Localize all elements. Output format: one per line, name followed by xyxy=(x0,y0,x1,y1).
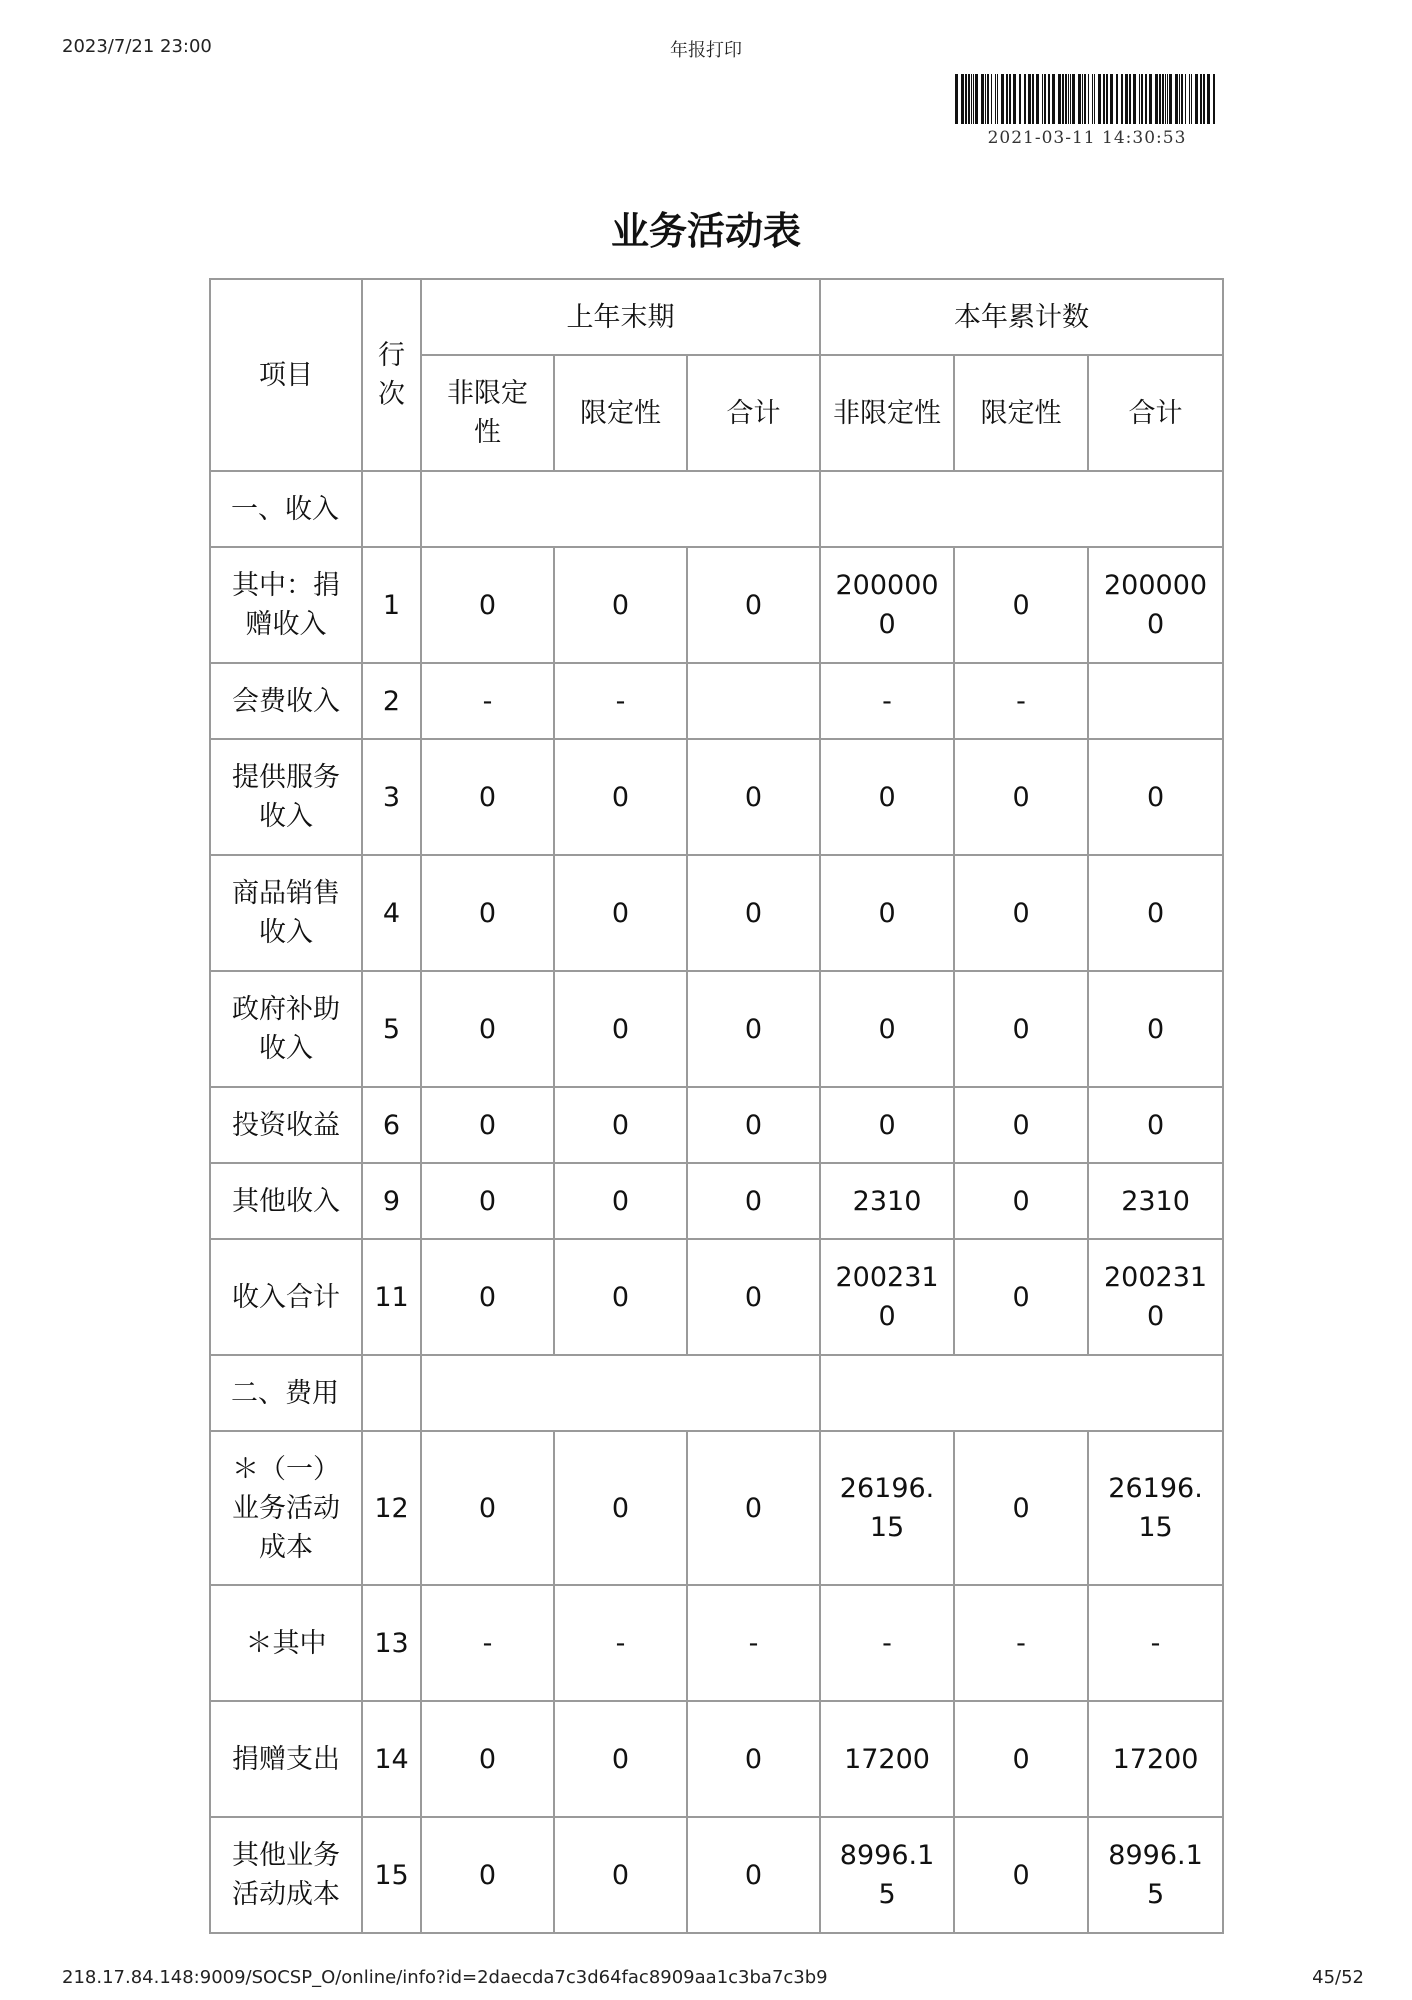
value-cell: - xyxy=(954,663,1088,739)
value-cell: 0 xyxy=(687,1163,820,1239)
row-number-cell xyxy=(362,1355,421,1431)
value-cell: 0 xyxy=(820,739,954,855)
value-cell: 0 xyxy=(954,855,1088,971)
value-cell xyxy=(1088,663,1223,739)
print-datetime: 2023/7/21 23:00 xyxy=(62,36,212,57)
barcode-bar xyxy=(1129,74,1131,124)
value-cell: 0 xyxy=(954,739,1088,855)
barcode-bar xyxy=(997,74,998,124)
value-cell: 17200 xyxy=(1088,1701,1223,1817)
row-number-cell: 13 xyxy=(362,1585,421,1701)
barcode-bar xyxy=(1013,74,1016,124)
value-cell: 0 xyxy=(421,739,554,855)
barcode-bar xyxy=(1052,74,1055,124)
empty-group-cell xyxy=(820,1355,1223,1431)
value-cell: 2002310 xyxy=(820,1239,954,1355)
value-cell: 0 xyxy=(687,1239,820,1355)
value-cell: 0 xyxy=(954,1087,1088,1163)
value-cell: 0 xyxy=(554,1817,687,1933)
value-cell: 0 xyxy=(820,971,954,1087)
barcode-bar xyxy=(1078,74,1081,124)
barcode-bar xyxy=(1048,74,1050,124)
value-cell: 0 xyxy=(421,971,554,1087)
barcode-bar xyxy=(1082,74,1083,124)
row-item-label: 商品销售收入 xyxy=(210,855,362,971)
barcode-bar xyxy=(1072,74,1075,124)
barcode-bar xyxy=(975,74,978,124)
barcode-bar xyxy=(1036,74,1039,124)
value-cell: 2000000 xyxy=(820,547,954,663)
row-item-label: 其他收入 xyxy=(210,1163,362,1239)
barcode-bar xyxy=(1070,74,1071,124)
barcode-bar xyxy=(968,74,970,124)
row-number-cell: 11 xyxy=(362,1239,421,1355)
value-cell: 17200 xyxy=(820,1701,954,1817)
value-cell: 0 xyxy=(554,1431,687,1585)
barcode-bar xyxy=(1200,74,1202,124)
barcode-bar xyxy=(971,74,972,124)
barcode-bar xyxy=(1094,74,1095,124)
value-cell: 0 xyxy=(554,971,687,1087)
barcode-bar xyxy=(1006,74,1008,124)
row-number-cell: 3 xyxy=(362,739,421,855)
table-row xyxy=(210,1585,1223,1701)
barcode-bar xyxy=(1191,74,1192,124)
barcode-bar xyxy=(1162,74,1164,124)
barcode-bar xyxy=(1019,74,1021,124)
barcode-bar xyxy=(1213,74,1215,124)
value-cell: 0 xyxy=(554,1087,687,1163)
sub-col-header: 合计 xyxy=(1088,355,1223,471)
table-row xyxy=(210,1239,1223,1355)
value-cell: - xyxy=(1088,1585,1223,1701)
barcode-bar xyxy=(961,74,964,124)
barcode-bar xyxy=(1165,74,1166,124)
barcode-bar xyxy=(1121,74,1123,124)
barcode-bar xyxy=(987,74,989,124)
row-item-label: 其中：捐赠收入 xyxy=(210,547,362,663)
value-cell: 0 xyxy=(421,1431,554,1585)
sub-col-header: 非限定性 xyxy=(820,355,954,471)
barcode-bar xyxy=(1167,74,1168,124)
barcode-bar xyxy=(1159,74,1161,124)
table-row xyxy=(210,739,1223,855)
barcode-bar xyxy=(1195,74,1198,124)
activity-table xyxy=(209,278,1224,1934)
row-item-label: 投资收益 xyxy=(210,1087,362,1163)
barcode-bar xyxy=(1139,74,1140,124)
value-cell: - xyxy=(954,1585,1088,1701)
value-cell: 0 xyxy=(687,1431,820,1585)
table-row xyxy=(210,1087,1223,1163)
barcode-bar xyxy=(1207,74,1210,124)
empty-group-cell xyxy=(421,1355,820,1431)
barcode-timestamp: 2021-03-11 14:30:53 xyxy=(987,128,1187,148)
value-cell: 0 xyxy=(954,971,1088,1087)
value-cell: 0 xyxy=(1088,855,1223,971)
barcode-bar xyxy=(1042,74,1043,124)
barcode-bar xyxy=(981,74,984,124)
value-cell: 0 xyxy=(687,1087,820,1163)
page-number: 45/52 xyxy=(1312,1967,1364,1988)
value-cell: 0 xyxy=(687,739,820,855)
value-cell: 0 xyxy=(1088,971,1223,1087)
sub-col-header: 非限定性 xyxy=(421,355,554,471)
value-cell: 0 xyxy=(421,1239,554,1355)
col-group-curr: 本年累计数 xyxy=(820,279,1223,355)
barcode-bar xyxy=(1185,74,1186,124)
value-cell: 0 xyxy=(954,1701,1088,1817)
value-cell: - xyxy=(554,1585,687,1701)
barcode-bar xyxy=(1028,74,1031,124)
empty-group-cell xyxy=(421,471,820,547)
row-number-cell: 1 xyxy=(362,547,421,663)
row-item-label: 收入合计 xyxy=(210,1239,362,1355)
barcode-bar xyxy=(1145,74,1147,124)
table-row xyxy=(210,547,1223,663)
barcode-bar xyxy=(1125,74,1128,124)
col-header-item: 项目 xyxy=(210,279,362,471)
barcode-bar xyxy=(1103,74,1105,124)
barcode-bar xyxy=(1062,74,1064,124)
value-cell: 0 xyxy=(954,1431,1088,1585)
barcode-bar xyxy=(991,74,992,124)
barcode-bar xyxy=(1088,74,1089,124)
barcode-bar xyxy=(1009,74,1011,124)
barcode-bar xyxy=(1068,74,1069,124)
table-row xyxy=(210,971,1223,1087)
row-number-cell: 4 xyxy=(362,855,421,971)
value-cell: 0 xyxy=(820,855,954,971)
barcode-bar xyxy=(1098,74,1101,124)
barcode-graphic xyxy=(955,74,1219,124)
value-cell: 0 xyxy=(954,547,1088,663)
value-cell: 0 xyxy=(954,1239,1088,1355)
section-row xyxy=(210,471,1223,547)
empty-group-cell xyxy=(820,471,1223,547)
row-item-label: 其他业务活动成本 xyxy=(210,1817,362,1933)
value-cell: - xyxy=(554,663,687,739)
row-item-label: 会费收入 xyxy=(210,663,362,739)
barcode-bar xyxy=(995,74,996,124)
barcode-bar xyxy=(1203,74,1205,124)
row-number-cell: 15 xyxy=(362,1817,421,1933)
value-cell: 0 xyxy=(554,855,687,971)
table-row xyxy=(210,1701,1223,1817)
value-cell: 0 xyxy=(421,1701,554,1817)
barcode-bar xyxy=(973,74,974,124)
value-cell: 0 xyxy=(954,1817,1088,1933)
barcode-bar xyxy=(1175,74,1178,124)
value-cell: - xyxy=(421,663,554,739)
barcode-bar xyxy=(1092,74,1093,124)
value-cell: 0 xyxy=(687,971,820,1087)
value-cell: 0 xyxy=(421,547,554,663)
value-cell: - xyxy=(820,663,954,739)
barcode-bar xyxy=(965,74,967,124)
barcode-bar xyxy=(1001,74,1004,124)
row-number-cell: 5 xyxy=(362,971,421,1087)
row-item-label: 捐赠支出 xyxy=(210,1701,362,1817)
value-cell: 0 xyxy=(554,1163,687,1239)
row-number-cell xyxy=(362,471,421,547)
page-url: 218.17.84.148:9009/SOCSP_O/online/info?id=2daecda7c3d64fac8909aa1c3ba7c3b9 xyxy=(62,1967,828,1988)
barcode-bar xyxy=(1106,74,1108,124)
table-row xyxy=(210,1163,1223,1239)
barcode-bar xyxy=(1065,74,1067,124)
table-row xyxy=(210,1431,1223,1585)
row-number-cell: 6 xyxy=(362,1087,421,1163)
barcode-bar xyxy=(1141,74,1143,124)
value-cell: - xyxy=(421,1585,554,1701)
value-cell: 0 xyxy=(421,1817,554,1933)
value-cell: 0 xyxy=(554,1701,687,1817)
value-cell: 8996.15 xyxy=(820,1817,954,1933)
value-cell: 0 xyxy=(687,1701,820,1817)
value-cell: 0 xyxy=(554,739,687,855)
barcode-bar xyxy=(1116,74,1118,124)
barcode-bar xyxy=(1110,74,1113,124)
sub-col-header: 合计 xyxy=(687,355,820,471)
row-number-cell: 2 xyxy=(362,663,421,739)
value-cell: 0 xyxy=(421,1163,554,1239)
value-cell: 0 xyxy=(554,1239,687,1355)
row-item-label: ＊（一）业务活动成本 xyxy=(210,1431,362,1585)
value-cell: 0 xyxy=(421,1087,554,1163)
print-page-title: 年报打印 xyxy=(670,40,742,61)
barcode-bar xyxy=(985,74,986,124)
value-cell: 0 xyxy=(687,855,820,971)
col-group-prev: 上年末期 xyxy=(421,279,820,355)
table-row xyxy=(210,855,1223,971)
barcode-bar xyxy=(1044,74,1046,124)
value-cell: 8996.15 xyxy=(1088,1817,1223,1933)
value-cell xyxy=(687,663,820,739)
value-cell: 2000000 xyxy=(1088,547,1223,663)
value-cell: 0 xyxy=(820,1087,954,1163)
section-row xyxy=(210,1355,1223,1431)
barcode-bar xyxy=(1058,74,1061,124)
report-title: 业务活动表 xyxy=(610,209,801,253)
value-cell: 0 xyxy=(1088,739,1223,855)
value-cell: 0 xyxy=(421,855,554,971)
value-cell: 0 xyxy=(687,547,820,663)
value-cell: 0 xyxy=(1088,1087,1223,1163)
barcode-bar xyxy=(1181,74,1183,124)
row-item-label: 政府补助收入 xyxy=(210,971,362,1087)
row-item-label: 提供服务收入 xyxy=(210,739,362,855)
value-cell: 0 xyxy=(954,1163,1088,1239)
barcode-bar xyxy=(1149,74,1152,124)
row-number-cell: 12 xyxy=(362,1431,421,1585)
sub-col-header: 限定性 xyxy=(954,355,1088,471)
value-cell: 26196.15 xyxy=(820,1431,954,1585)
barcode-bar xyxy=(1084,74,1086,124)
value-cell: - xyxy=(687,1585,820,1701)
row-item-label: ＊其中 xyxy=(210,1585,362,1701)
col-header-row: 行次 xyxy=(362,279,421,471)
sub-col-header: 限定性 xyxy=(554,355,687,471)
section-label: 二、费用 xyxy=(210,1355,362,1431)
value-cell: 0 xyxy=(554,547,687,663)
barcode-bar xyxy=(1032,74,1034,124)
row-number-cell: 14 xyxy=(362,1701,421,1817)
value-cell: 26196.15 xyxy=(1088,1431,1223,1585)
value-cell: 0 xyxy=(687,1817,820,1933)
value-cell: 2310 xyxy=(1088,1163,1223,1239)
barcode-bar xyxy=(1133,74,1136,124)
barcode-bar xyxy=(1155,74,1158,124)
row-number-cell: 9 xyxy=(362,1163,421,1239)
barcode-bar xyxy=(1169,74,1172,124)
barcode-bar xyxy=(1189,74,1190,124)
barcode-bar xyxy=(1024,74,1026,124)
section-label: 一、收入 xyxy=(210,471,362,547)
barcode-bar xyxy=(1179,74,1180,124)
table-row xyxy=(210,1817,1223,1933)
table-row xyxy=(210,663,1223,739)
barcode-bar xyxy=(955,74,958,124)
value-cell: - xyxy=(820,1585,954,1701)
value-cell: 2310 xyxy=(820,1163,954,1239)
value-cell: 2002310 xyxy=(1088,1239,1223,1355)
